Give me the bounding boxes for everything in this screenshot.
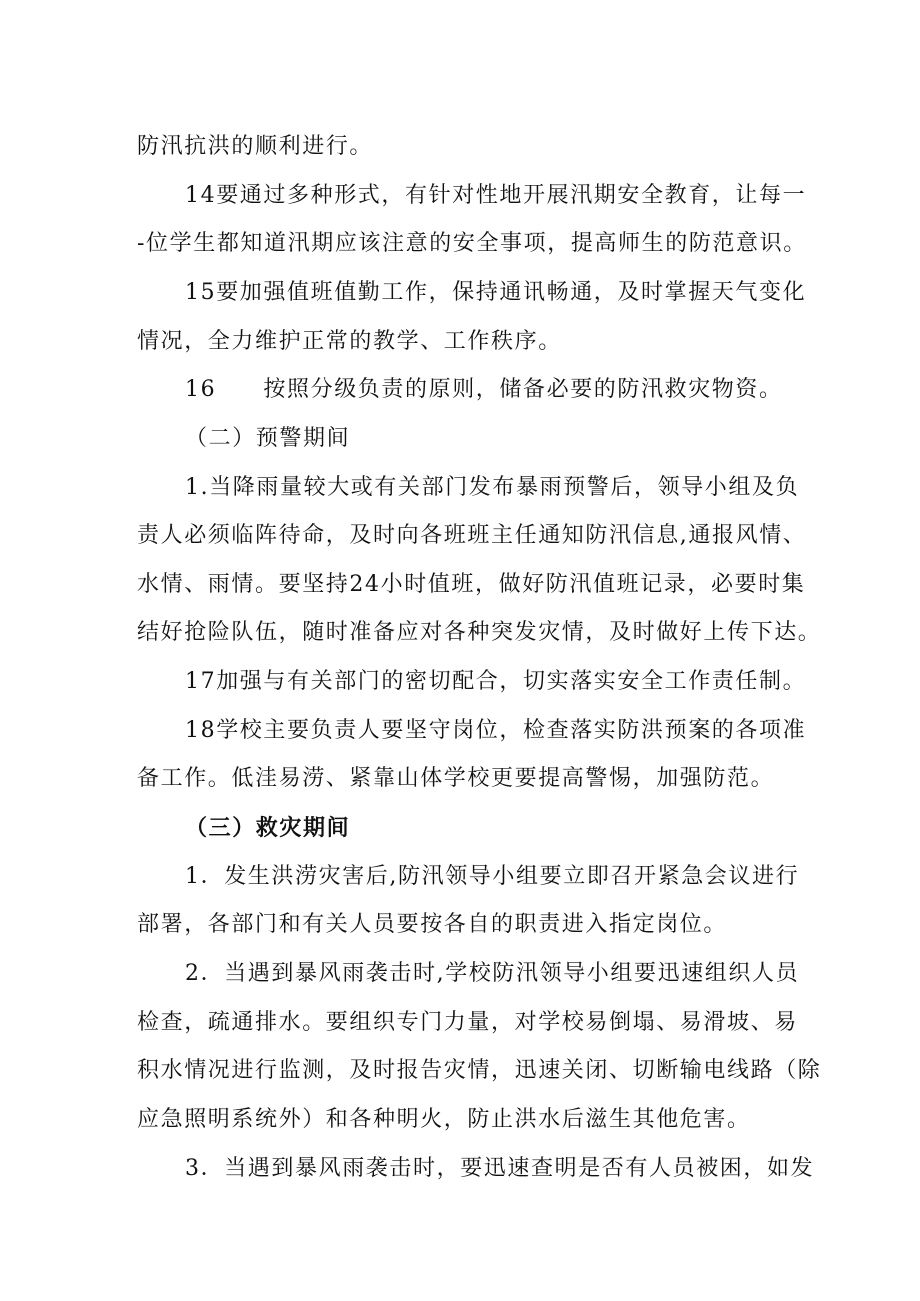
section-heading: （二）预警期间 xyxy=(185,426,351,451)
paragraph-line: 水情、雨情。要坚持24小时值班，做好防汛值班记录，必要时集 xyxy=(137,572,806,597)
paragraph-line: 检查，疏通排水。要组织专门力量，对学校易倒塌、易滑坡、易 xyxy=(137,1010,798,1035)
paragraph-line: 防汛抗洪的顺利进行。 xyxy=(137,134,374,159)
paragraph-line: 责人必须临阵待命，及时向各班班主任通知防汛信息,通报风情、 xyxy=(137,523,807,548)
paragraph-line: -位学生都知道汛期应该注意的安全事项，提高师生的防范意识。 xyxy=(137,231,807,256)
paragraph-line: 应急照明系统外）和各种明火，防止洪水后滋生其他危害。 xyxy=(137,1107,751,1132)
paragraph-line: 备工作。低洼易涝、紧靠山体学校更要提高警惕，加强防范。 xyxy=(137,766,775,791)
paragraph-line: 18学校主要负责人要坚守岗位，检查落实防洪预案的各项准 xyxy=(185,718,807,743)
paragraph-line: 17加强与有关部门的密切配合，切实落实安全工作责任制。 xyxy=(185,669,807,694)
paragraph-line: 1.当降雨量较大或有关部门发布暴雨预警后，领导小组及负 xyxy=(185,475,800,500)
paragraph-line: 结好抢险队伍，随时准备应对各种突发灾情，及时做好上传下达。 xyxy=(137,620,822,645)
paragraph-line: 情况，全力维护正常的教学、工作秩序。 xyxy=(137,329,562,354)
paragraph-line: 14要通过多种形式，有针对性地开展汛期安全教育，让每一 xyxy=(185,183,807,208)
paragraph-line: 3．当遇到暴风雨袭击时，要迅速查明是否有人员被困，如发 xyxy=(185,1156,815,1181)
paragraph-line: 积水情况进行监测，及时报告灾情，迅速关闭、切断输电线路（除 xyxy=(137,1058,822,1083)
paragraph-line: 部署，各部门和有关人员要按各自的职责进入指定岗位。 xyxy=(137,912,728,937)
paragraph-line: 2．当遇到暴风雨袭击时,学校防汛领导小组要迅速组织人员 xyxy=(185,961,800,986)
paragraph-line: 15要加强值班值勤工作，保持通讯畅通，及时掌握天气变化 xyxy=(185,280,807,305)
paragraph-line: 1．发生洪涝灾害后,防汛领导小组要立即召开紧急会议进行 xyxy=(185,864,800,889)
section-heading: （三）救灾期间 xyxy=(185,815,351,841)
paragraph-line: 16 按照分级负责的原则，储备必要的防汛救灾物资。 xyxy=(185,377,783,402)
